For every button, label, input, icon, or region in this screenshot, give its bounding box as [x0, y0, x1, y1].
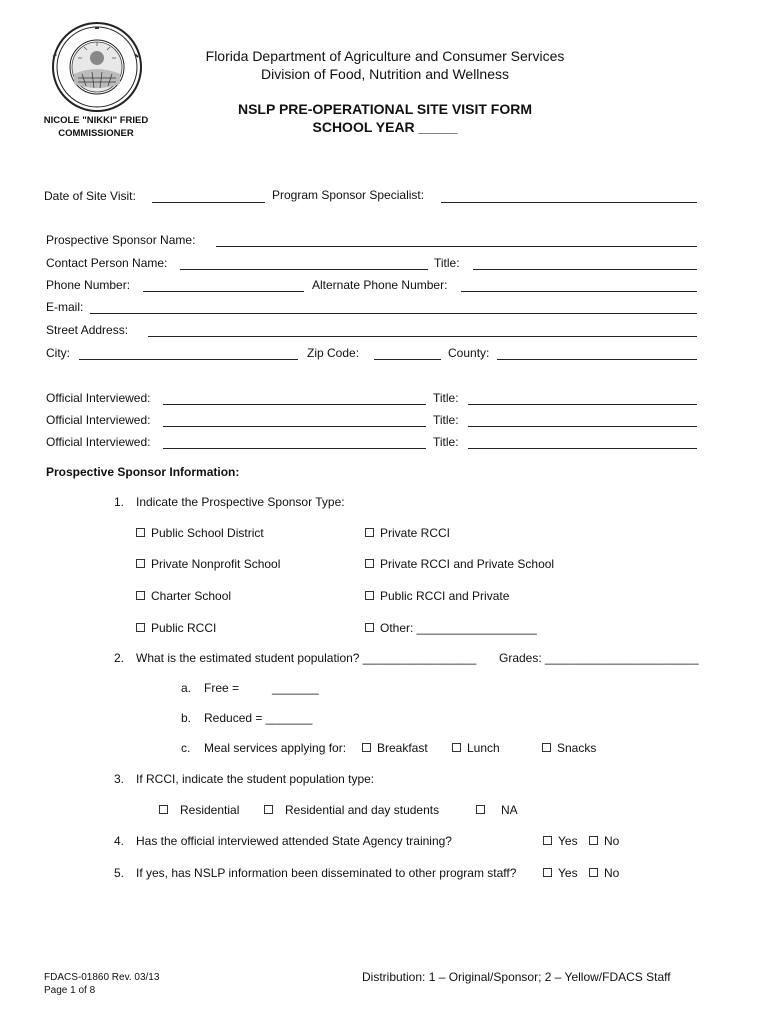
county-label: County:	[448, 346, 490, 360]
city-label: City:	[46, 346, 70, 360]
meal-option-breakfast[interactable]: Breakfast	[362, 741, 428, 755]
sponsor-type-public-school-district[interactable]: Public School District	[136, 526, 264, 540]
division-name: Division of Food, Nutrition and Wellness	[261, 66, 509, 82]
checkbox-icon[interactable]	[542, 743, 551, 752]
q4-yes[interactable]: Yes	[543, 834, 578, 848]
q5-number: 5.	[114, 866, 125, 880]
official-interviewed-label-2: Official Interviewed:	[46, 413, 151, 427]
official-interviewed-field-3[interactable]	[163, 448, 426, 449]
section-title: Prospective Sponsor Information:	[46, 465, 240, 479]
contact-title-field[interactable]	[473, 269, 697, 270]
population-residential-and-day[interactable]: Residential and day students	[264, 803, 439, 817]
official-interviewed-field-1[interactable]	[163, 404, 426, 405]
q4-number: 4.	[114, 834, 125, 848]
street-address-label: Street Address:	[46, 323, 129, 337]
commissioner-title: COMMISSIONER	[58, 128, 134, 139]
program-sponsor-specialist-field[interactable]	[441, 202, 697, 203]
contact-title-label: Title:	[434, 256, 460, 270]
page-number: Page 1 of 8	[44, 985, 96, 996]
checkbox-icon[interactable]	[136, 623, 145, 632]
checkbox-icon[interactable]	[362, 743, 371, 752]
email-field[interactable]	[90, 313, 697, 314]
checkbox-icon[interactable]	[476, 805, 485, 814]
official-interviewed-label-3: Official Interviewed:	[46, 435, 151, 449]
q5-yes[interactable]: Yes	[543, 866, 578, 880]
checkbox-icon[interactable]	[543, 836, 552, 845]
checkbox-icon[interactable]	[365, 528, 374, 537]
checkbox-icon[interactable]	[136, 559, 145, 568]
sponsor-type-charter-school[interactable]: Charter School	[136, 589, 231, 603]
official-interviewed-label-1: Official Interviewed:	[46, 391, 151, 405]
official-title-field-3[interactable]	[468, 448, 697, 449]
q2b-text: Reduced = _______	[204, 711, 313, 725]
checkbox-icon[interactable]	[543, 868, 552, 877]
sponsor-type-private-rcci[interactable]: Private RCCI	[365, 526, 450, 540]
q3-text: If RCCI, indicate the student population type:	[136, 772, 375, 786]
program-sponsor-specialist-label: Program Sponsor Specialist:	[272, 188, 425, 202]
contact-person-label: Contact Person Name:	[46, 256, 168, 270]
seal-icon	[52, 22, 142, 112]
alternate-phone-label: Alternate Phone Number:	[312, 278, 448, 292]
email-label: E-mail:	[46, 300, 84, 314]
checkbox-icon[interactable]	[452, 743, 461, 752]
q2b-letter: b.	[181, 711, 192, 725]
date-of-visit-field[interactable]	[152, 202, 265, 203]
checkbox-icon[interactable]	[264, 805, 273, 814]
checkbox-icon[interactable]	[159, 805, 168, 814]
zip-code-field[interactable]	[374, 359, 441, 360]
checkbox-icon[interactable]	[365, 623, 374, 632]
checkbox-icon[interactable]	[365, 559, 374, 568]
checkbox-icon[interactable]	[136, 528, 145, 537]
official-title-field-1[interactable]	[468, 404, 697, 405]
city-field[interactable]	[79, 359, 298, 360]
department-seal	[52, 22, 142, 112]
zip-code-label: Zip Code:	[307, 346, 360, 360]
checkbox-icon[interactable]	[589, 836, 598, 845]
alternate-phone-field[interactable]	[461, 291, 697, 292]
checkbox-icon[interactable]	[365, 591, 374, 600]
sponsor-type-private-rcci-and-private-school[interactable]: Private RCCI and Private School	[365, 557, 554, 571]
population-residential[interactable]: Residential	[159, 803, 239, 817]
sponsor-type-private-nonprofit-school[interactable]: Private Nonprofit School	[136, 557, 280, 571]
sponsor-type-other[interactable]: Other: __________________	[365, 621, 537, 635]
q2-text: What is the estimated student population? _________________	[136, 651, 477, 665]
date-of-visit-label: Date of Site Visit:	[44, 189, 136, 203]
q4-no[interactable]: No	[589, 834, 619, 848]
prospective-sponsor-name-label: Prospective Sponsor Name:	[46, 233, 196, 247]
street-address-field[interactable]	[148, 336, 697, 337]
phone-number-label: Phone Number:	[46, 278, 131, 292]
prospective-sponsor-name-field[interactable]	[216, 246, 697, 247]
q2a-blank[interactable]: _______	[272, 681, 319, 695]
commissioner-name: NICOLE "NIKKI" FRIED	[43, 115, 149, 126]
sponsor-type-public-rcci[interactable]: Public RCCI	[136, 621, 216, 635]
q1-text: Indicate the Prospective Sponsor Type:	[136, 495, 345, 509]
phone-number-field[interactable]	[143, 291, 304, 292]
q4-text: Has the official interviewed attended State Agency training?	[136, 834, 452, 848]
meal-option-lunch[interactable]: Lunch	[452, 741, 500, 755]
q2c-letter: c.	[181, 741, 191, 755]
county-field[interactable]	[497, 359, 697, 360]
q5-text: If yes, has NSLP information been disseminated to other program staff?	[136, 866, 517, 880]
contact-person-field[interactable]	[180, 269, 428, 270]
q2c-text: Meal services applying for:	[204, 741, 347, 755]
population-na[interactable]: NA	[476, 803, 518, 817]
checkbox-icon[interactable]	[589, 868, 598, 877]
q5-no[interactable]: No	[589, 866, 619, 880]
q2-number: 2.	[114, 651, 125, 665]
official-title-label-3: Title:	[433, 435, 459, 449]
q2a-letter: a.	[181, 681, 192, 695]
official-title-label-1: Title:	[433, 391, 459, 405]
form-title: NSLP PRE-OPERATIONAL SITE VISIT FORM	[237, 101, 533, 117]
school-year: SCHOOL YEAR _____	[312, 119, 458, 135]
form-number: FDACS-01860 Rev. 03/13	[44, 972, 160, 983]
q1-number: 1.	[114, 495, 125, 509]
official-interviewed-field-2[interactable]	[163, 426, 426, 427]
meal-option-snacks[interactable]: Snacks	[542, 741, 596, 755]
q2-grades: Grades: _______________________	[499, 651, 699, 665]
official-title-field-2[interactable]	[468, 426, 697, 427]
official-title-label-2: Title:	[433, 413, 459, 427]
agency-name: Florida Department of Agriculture and Consumer Services	[205, 48, 565, 64]
distribution-note: Distribution: 1 – Original/Sponsor; 2 – Yellow/FDACS Staff	[362, 970, 671, 984]
checkbox-icon[interactable]	[136, 591, 145, 600]
q3-number: 3.	[114, 772, 125, 786]
sponsor-type-public-rcci-and-private[interactable]: Public RCCI and Private	[365, 589, 509, 603]
q2a-text: Free =	[204, 681, 240, 695]
